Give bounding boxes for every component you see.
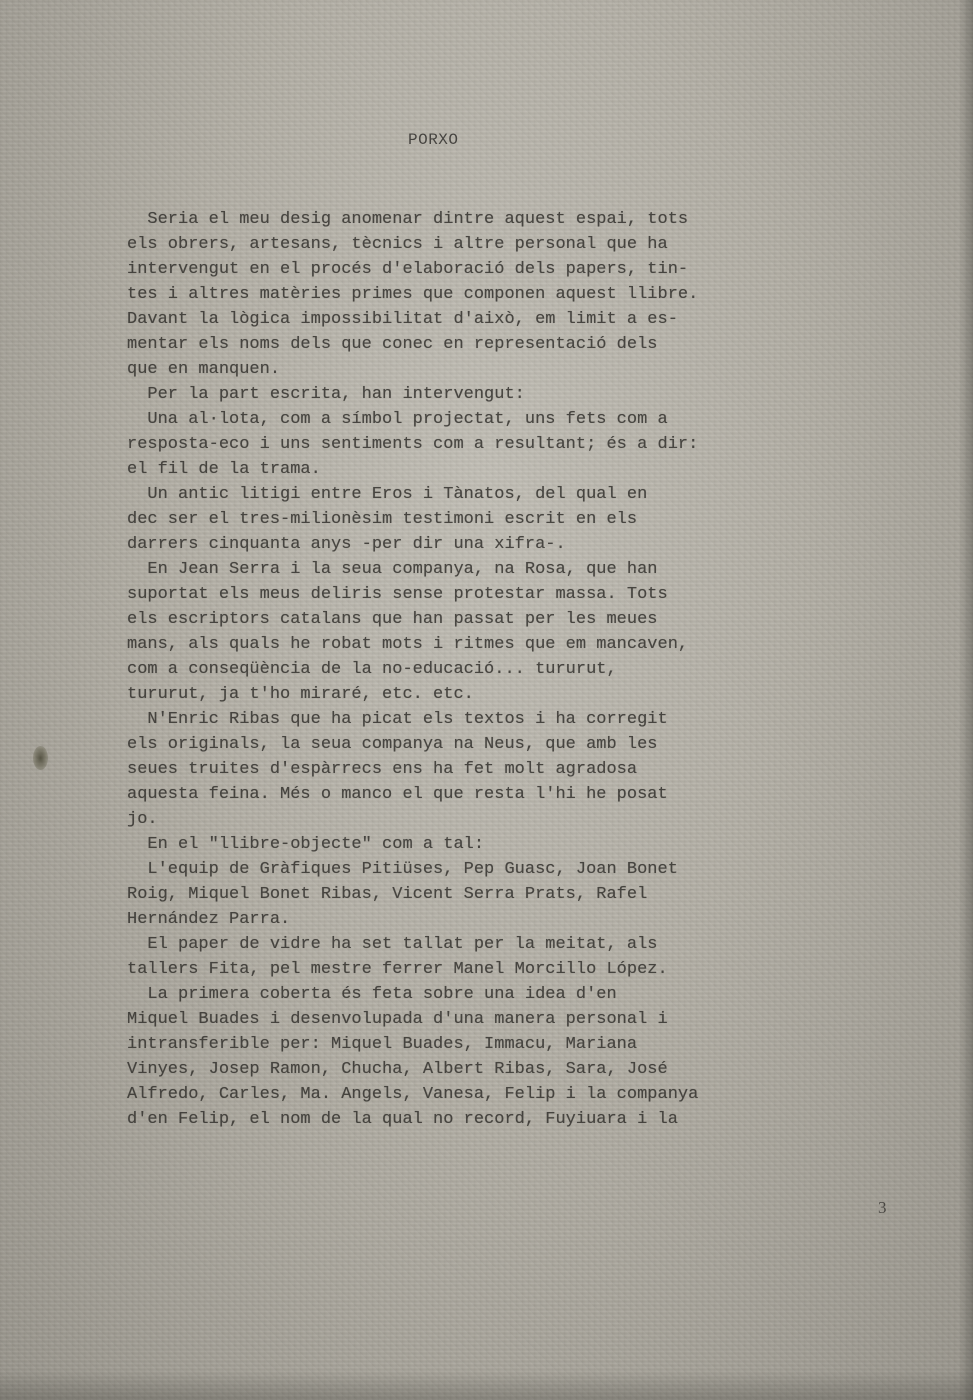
text-line: Per la part escrita, han intervengut: (127, 385, 525, 404)
page-title: PORXO (408, 131, 459, 149)
text-line: Seria el meu desig anomenar dintre aquest espai, tots (127, 210, 689, 229)
text-line: suportat els meus deliris sense protestar massa. Tots (127, 585, 668, 604)
text-line: d'en Felip, el nom de la qual no record, Fuyiuara i la (127, 1110, 678, 1129)
page-number: 3 (878, 1198, 887, 1217)
page-bottom-shadow (0, 1370, 973, 1400)
text-line: que en manquen. (127, 360, 281, 379)
text-line: Roig, Miquel Bonet Ribas, Vicent Serra Prats, Rafel (127, 885, 648, 904)
body-text (127, 207, 847, 1132)
text-line: mentar els noms dels que conec en representació dels (127, 335, 658, 354)
text-line: En Jean Serra i la seua companya, na Rosa, que han (127, 560, 658, 579)
text-line: Alfredo, Carles, Ma. Angels, Vanesa, Felip i la companya (127, 1085, 699, 1104)
text-line: jo. (127, 810, 158, 829)
text-line: intervengut en el procés d'elaboració dels papers, tin- (127, 260, 689, 279)
text-line: tallers Fita, pel mestre ferrer Manel Morcillo López. (127, 960, 668, 979)
text-line: tururut, ja t'ho miraré, etc. etc. (127, 685, 474, 704)
paper-stain (33, 746, 48, 770)
text-line: Miquel Buades i desenvolupada d'una manera personal i (127, 1010, 668, 1029)
text-line: resposta-eco i uns sentiments com a resultant; és a dir: (127, 435, 699, 454)
text-line: La primera coberta és feta sobre una idea d'en (127, 985, 617, 1004)
text-line: aquesta feina. Més o manco el que resta l'hi he posat (127, 785, 668, 804)
text-line: Una al·lota, com a símbol projectat, uns fets com a (127, 410, 668, 429)
text-line: El paper de vidre ha set tallat per la meitat, als (127, 935, 658, 954)
text-line: Davant la lògica impossibilitat d'això, em limit a es- (127, 310, 678, 329)
text-line: els originals, la seua companya na Neus, que amb les (127, 735, 658, 754)
text-line: Hernández Parra. (127, 910, 291, 929)
text-line: tes i altres matèries primes que componen aquest llibre. (127, 285, 699, 304)
text-line: Un antic litigi entre Eros i Tànatos, del qual en (127, 485, 648, 504)
text-line: L'equip de Gràfiques Pitiüses, Pep Guasc, Joan Bonet (127, 860, 678, 879)
text-line: els escriptors catalans que han passat per les meues (127, 610, 658, 629)
text-line: el fil de la trama. (127, 460, 321, 479)
text-line: com a conseqüència de la no-educació... tururut, (127, 660, 617, 679)
text-line: Vinyes, Josep Ramon, Chucha, Albert Ribas, Sara, José (127, 1060, 668, 1079)
text-line: darrers cinquanta anys -per dir una xifra-. (127, 535, 566, 554)
text-line: intransferible per: Miquel Buades, Immacu, Mariana (127, 1035, 638, 1054)
text-line: En el "llibre-objecte" com a tal: (127, 835, 485, 854)
text-line: dec ser el tres-milionèsim testimoni escrit en els (127, 510, 638, 529)
page-edge-shadow (959, 0, 973, 1400)
text-line: seues truites d'espàrrecs ens ha fet molt agradosa (127, 760, 638, 779)
text-line: mans, als quals he robat mots i ritmes que em mancaven, (127, 635, 689, 654)
text-line: els obrers, artesans, tècnics i altre personal que ha (127, 235, 668, 254)
text-line: N'Enric Ribas que ha picat els textos i ha corregit (127, 710, 668, 729)
